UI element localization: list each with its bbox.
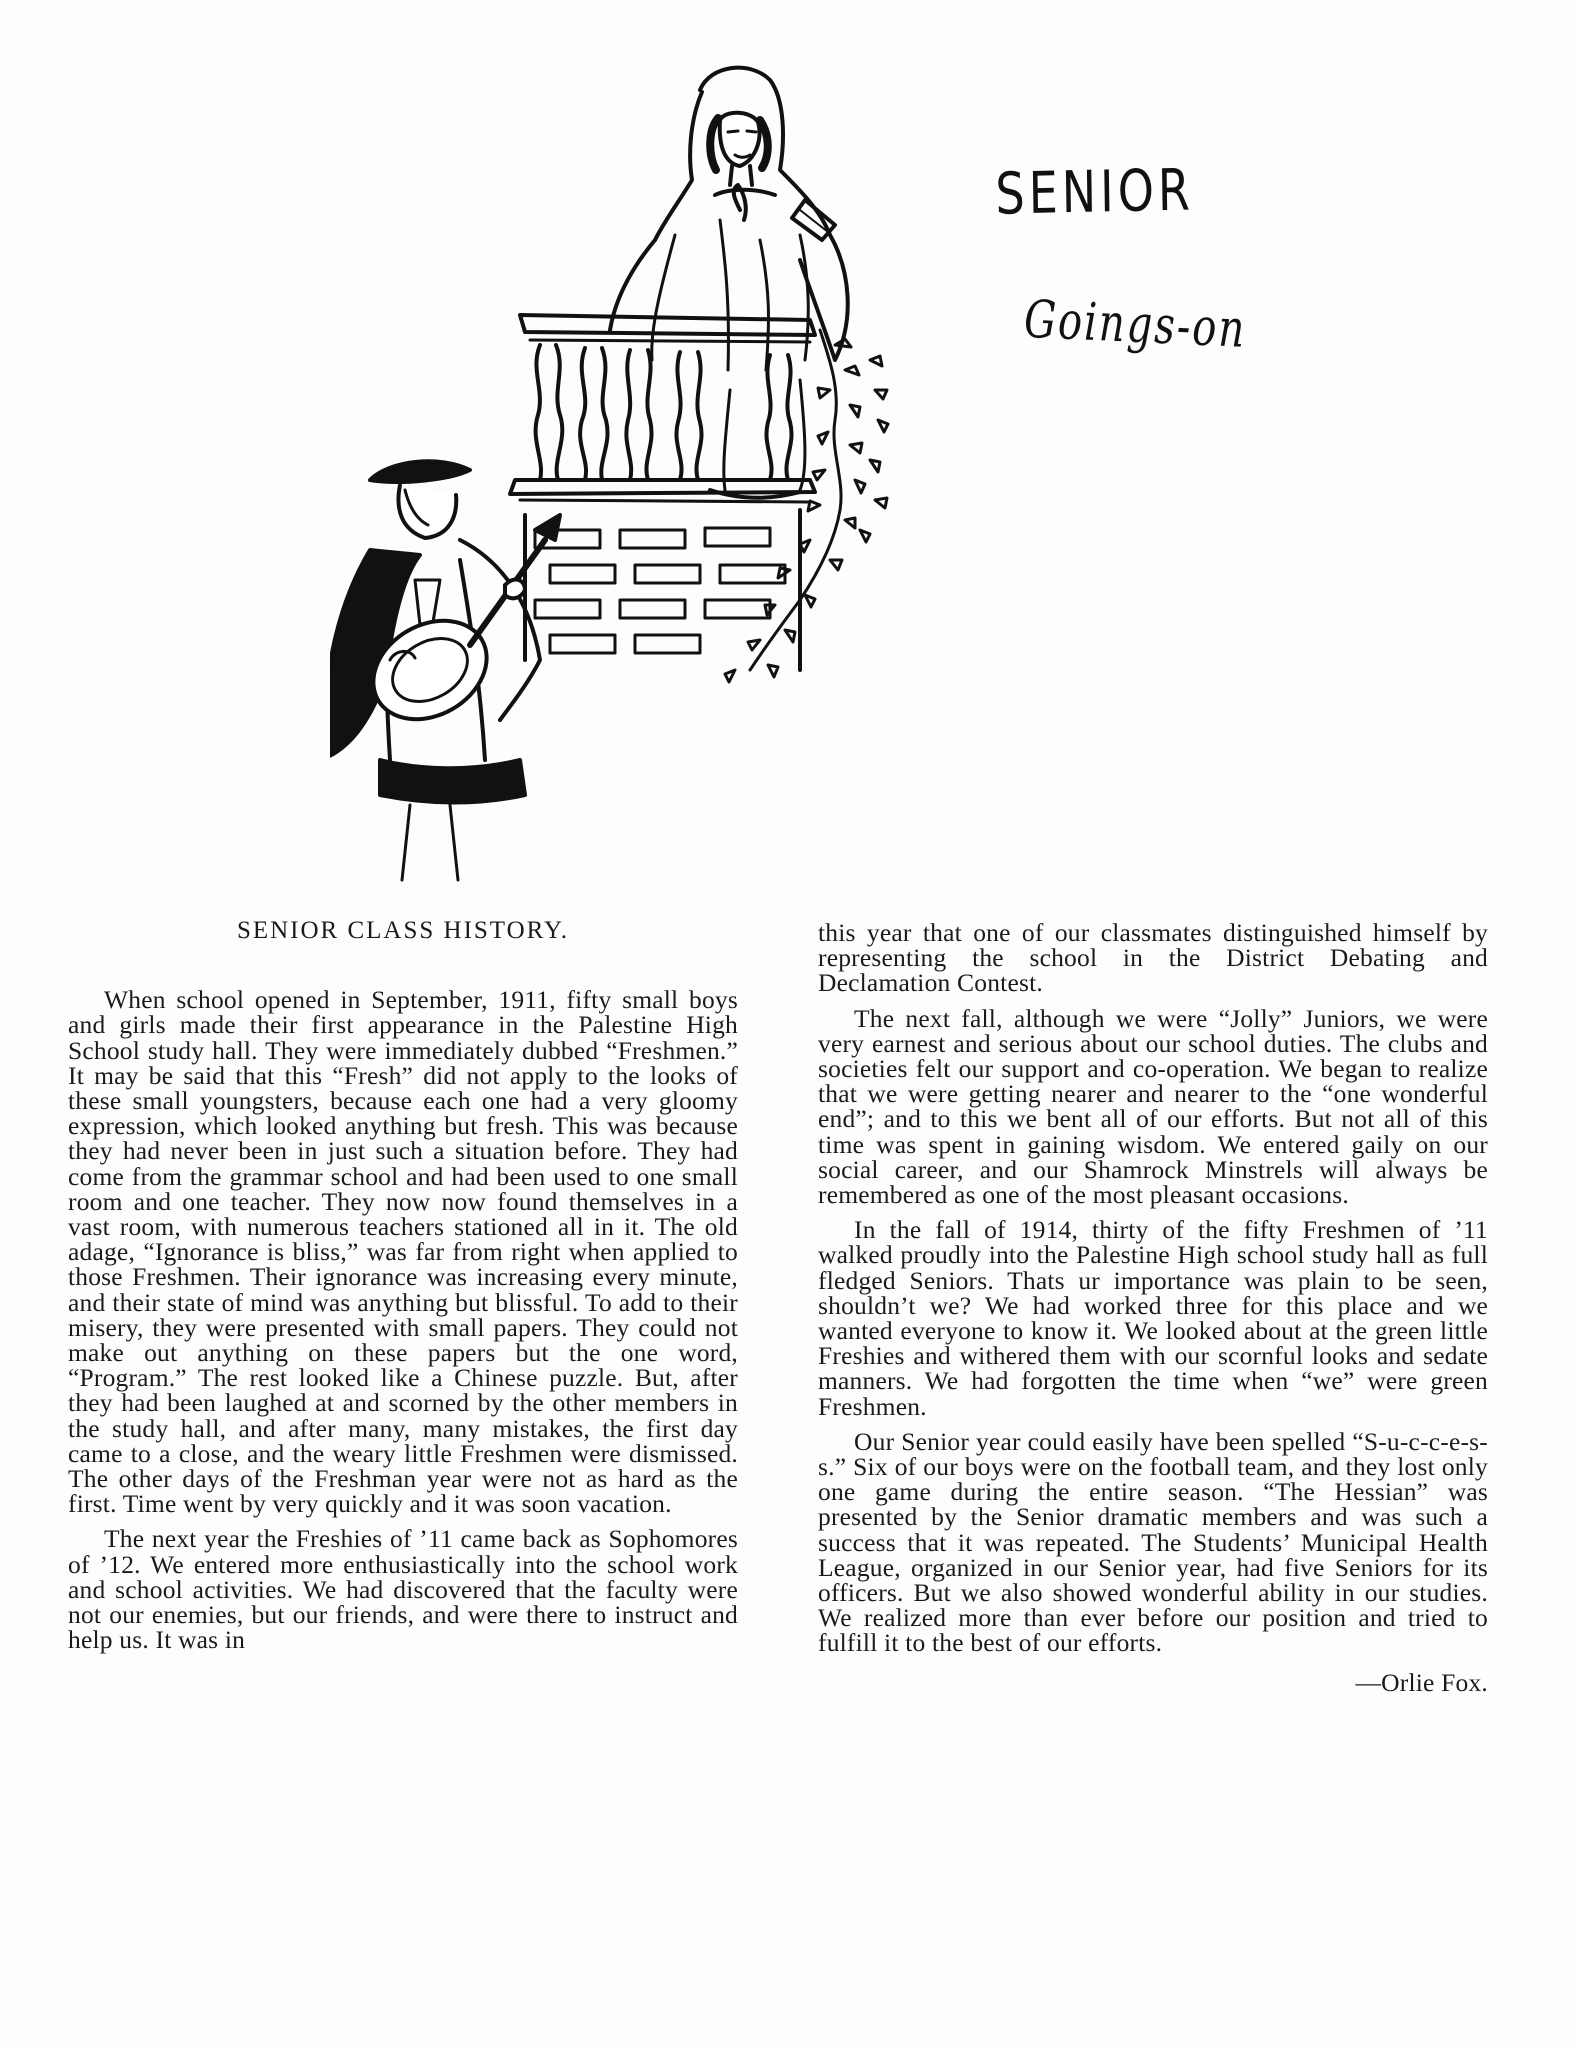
paragraph: When school opened in September, 1911, fifty small boys and girls made their first appearance in the Palestine High School study hall. They were immediately dubbed “Freshmen.” It may be said that this “Fresh” did not apply to the looks of these small youngsters, because each one had a very gloomy expression, which looked anything but fresh. This was because they had never been in just such a situation before. They had come from the grammar school and had been used to one small room and one teacher. They now now found themselves in a vast room, with numerous teachers stationed all in it. The old adage, “Ignorance is bliss,” was far from right when applied to those Freshmen. Their ignorance was increasing every minute, and their state of mind was anything but blissful. To add to their misery, they were presented with small papers. They could not make out anything on these papers but the one word, “Program.” The rest looked like a Chinese puzzle. But, after they had been laughed at and scorned by the other members in the study hall, and after many, many mistakes, the first day came to a close, and the weary little Freshmen were dismissed. The other days of the Freshman year were not as hard as the first. Time went by very quickly and it was soon vacation.	[68, 985, 738, 1519]
paragraph: The next year the Freshies of ’11 came back as Sophomores of ’12. We entered more enthusiastically into the school work and school activities. We had discovered that the faculty were not our enemies, but our friends, and were there to instruct and help us. It was in	[68, 1524, 738, 1655]
page-heading	[995, 155, 1295, 380]
paragraph: In the fall of 1914, thirty of the fifty Freshmen of ’11 walked proudly into the Palestine High school study hall as full fledged Seniors. Thats ur importance was plain to be seen, shouldn’t we? We had worked three for this place and we wanted everyone to know it. We looked about at the green little Freshies and withered them with our scornful looks and sedate manners. We had forgotten the time when “we” were green Freshmen.	[818, 1215, 1488, 1421]
lady-figure	[610, 68, 848, 498]
paragraph: this year that one of our classmates distinguished himself by representing the school in the District Debating and Declamation Contest.	[818, 918, 1488, 998]
vine-leaves	[725, 330, 888, 682]
balcony-serenade-illustration	[330, 60, 1050, 890]
paragraph: The next fall, although we were “Jolly” Juniors, we were very earnest and serious about our school duties. The clubs and societies felt our support and co-operation. We began to realize that we were getting nearer and nearer to the “one wonderful end”; and to this we bent all of our efforts. But not all of this time was spent in gaining wisdom. We entered gaily on our social career, and our Shamrock Minstrels will always be remembered as one of the most pleasant occasions.	[818, 1003, 1488, 1210]
balcony	[510, 315, 815, 670]
article-title: SENIOR CLASS HISTORY.	[236, 917, 570, 944]
heading-title: SENIOR	[995, 155, 1195, 228]
paragraph: Our Senior year could easily have been spelled “S-u-c-c-e-s-s.” Six of our boys were on the football team, and they lost only one game during the entire season. “The Hessian” was presented by the Senior dramatic members and was such a success that it was repeated. The Students’ Municipal Health League, organized in our Senior year, had five Seniors for its officers. But we also showed wonderful ability in our studies. We realized more than ever before our position and tried to fulfill it to the best of our efforts.	[818, 1426, 1488, 1658]
article-column-left	[68, 918, 738, 1662]
heading-subtitle: Goings-on	[1023, 290, 1247, 360]
article-column-right	[818, 920, 1488, 1695]
author-signature: —Orlie Fox.	[1355, 1667, 1488, 1697]
